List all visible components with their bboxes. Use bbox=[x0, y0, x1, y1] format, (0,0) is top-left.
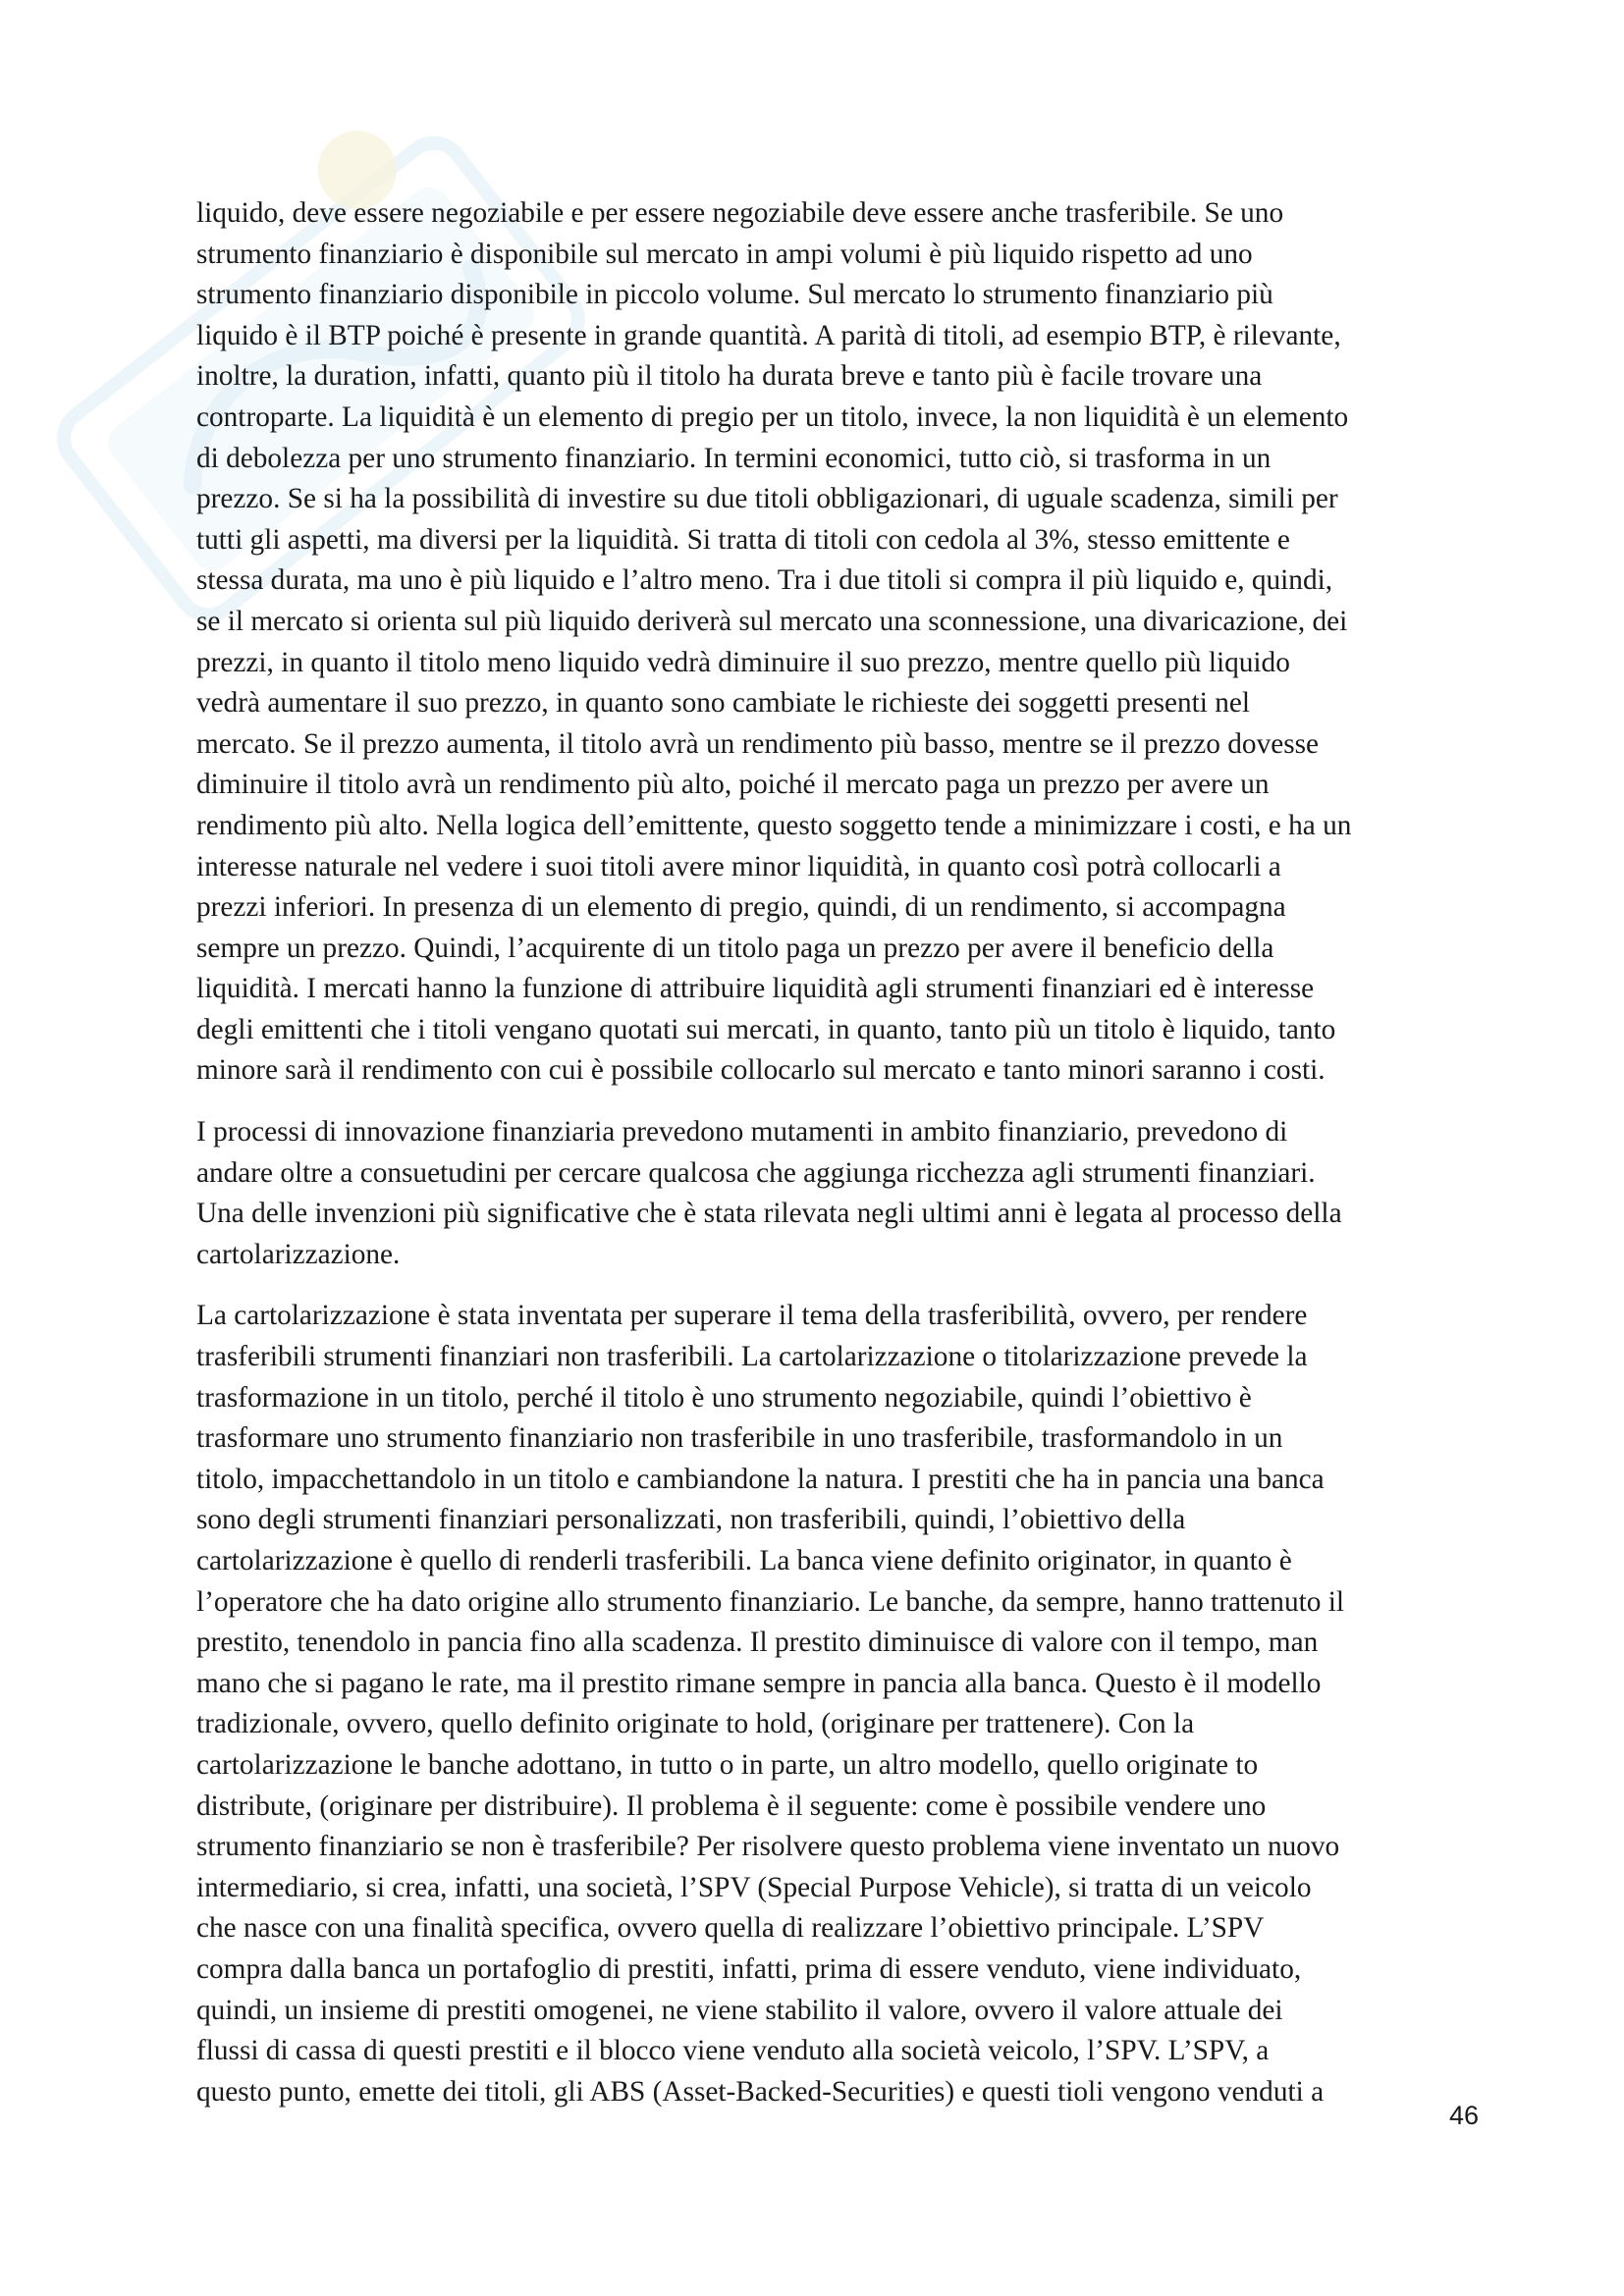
text-line: trasferibili strumenti finanziari non trasferibili. La cartolarizzazione o titolarizzazione prevede la bbox=[196, 1341, 1308, 1373]
document-body bbox=[196, 193, 1483, 2133]
text-line: prezzi, in quanto il titolo meno liquido vedrà diminuire il suo prezzo, mentre quello più liquido bbox=[196, 646, 1290, 678]
text-line: prezzo. Se si ha la possibilità di investire su due titoli obbligazionari, di uguale scadenza, simili per bbox=[196, 483, 1338, 515]
text-line: La cartolarizzazione è stata inventata per superare il tema della trasferibilità, ovvero, per rendere bbox=[196, 1300, 1308, 1332]
text-line: che nasce con una finalità specifica, ovvero quella di realizzare l’obiettivo principale. L’SPV bbox=[196, 1912, 1265, 1945]
text-line: sempre un prezzo. Quindi, l’acquirente di un titolo paga un prezzo per avere il beneficio della bbox=[196, 932, 1274, 964]
text-line: di debolezza per uno strumento finanziario. In termini economici, tutto ciò, si trasforma in un bbox=[196, 442, 1272, 474]
text-line: minore sarà il rendimento con cui è possibile collocarlo sul mercato e tanto minori saranno i costi. bbox=[196, 1054, 1326, 1087]
text-line: strumento finanziario è disponibile sul mercato in ampi volumi è più liquido rispetto ad uno bbox=[196, 238, 1253, 270]
text-line: prestito, tenendolo in pancia fino alla scadenza. Il prestito diminuisce di valore con il tempo, man bbox=[196, 1627, 1319, 1659]
text-line: tradizionale, ovvero, quello definito originate to hold, (originare per trattenere). Con la bbox=[196, 1708, 1195, 1740]
text-line: distribute, (originare per distribuire). Il problema è il seguente: come è possibile vendere uno bbox=[196, 1789, 1267, 1822]
paragraph-innovation bbox=[196, 1112, 1483, 1275]
text-line: compra dalla banca un portafoglio di prestiti, infatti, prima di essere venduto, viene individuato, bbox=[196, 1952, 1302, 1985]
text-line: titolo, impacchettandolo in un titolo e cambiandone la natura. I prestiti che ha in pancia una banca bbox=[196, 1463, 1325, 1495]
text-line: cartolarizzazione le banche adottano, in tutto o in parte, un altro modello, quello originate to bbox=[196, 1748, 1259, 1781]
text-line: rendimento più alto. Nella logica dell’emittente, questo soggetto tende a minimizzare i costi, e ha un bbox=[196, 809, 1352, 841]
text-line: cartolarizzazione. bbox=[196, 1238, 401, 1270]
text-line: strumento finanziario disponibile in piccolo volume. Sul mercato lo strumento finanziario più bbox=[196, 279, 1273, 311]
text-line: Una delle invenzioni più significative che è stata rilevata negli ultimi anni è legata al processo della bbox=[196, 1198, 1342, 1230]
text-line: sono degli strumenti finanziari personalizzati, non trasferibili, quindi, l’obiettivo della bbox=[196, 1504, 1186, 1536]
text-line: prezzi inferiori. In presenza di un elemento di pregio, quindi, di un rendimento, si accompagna bbox=[196, 891, 1286, 924]
text-line: liquido, deve essere negoziabile e per essere negoziabile deve essere anche trasferibile. Se uno bbox=[196, 197, 1284, 229]
text-line: mercato. Se il prezzo aumenta, il titolo avrà un rendimento più basso, mentre se il prezzo dovesse bbox=[196, 727, 1320, 760]
text-line: andare oltre a consuetudini per cercare qualcosa che aggiunga ricchezza agli strumenti finanziari. bbox=[196, 1156, 1316, 1189]
text-line: trasformazione in un titolo, perché il titolo è uno strumento negoziabile, quindi l’obiettivo è bbox=[196, 1381, 1252, 1414]
text-line: interesse naturale nel vedere i suoi titoli avere minor liquidità, in quanto così potrà collocarli a bbox=[196, 850, 1281, 882]
text-line: se il mercato si orienta sul più liquido deriverà sul mercato una sconnessione, una divaricazione, dei bbox=[196, 605, 1348, 637]
text-line: vedrà aumentare il suo prezzo, in quanto sono cambiate le richieste dei soggetti presenti nel bbox=[196, 687, 1251, 720]
text-line: trasformare uno strumento finanziario non trasferibile in uno trasferibile, trasformandolo in un bbox=[196, 1422, 1283, 1455]
text-line: questo punto, emette dei titoli, gli ABS (Asset-Backed-Securities) e questi tioli vengono venduti a bbox=[196, 2075, 1325, 2108]
text-line: mano che si pagano le rate, ma il prestito rimane sempre in pancia alla banca. Questo è il modello bbox=[196, 1667, 1322, 1699]
text-line: tutti gli aspetti, ma diversi per la liquidità. Si tratta di titoli con cedola al 3%, stesso emittente e bbox=[196, 523, 1290, 556]
text-line: liquido è il BTP poiché è presente in grande quantità. A parità di titoli, ad esempio BTP, è rilevante, bbox=[196, 319, 1341, 351]
text-line: I processi di innovazione finanziaria prevedono mutamenti in ambito finanziario, prevedono di bbox=[196, 1116, 1288, 1148]
page-number: 46 bbox=[1448, 2101, 1479, 2130]
text-line: inoltre, la duration, infatti, quanto più il titolo ha durata breve e tanto più è facile trovare una bbox=[196, 360, 1263, 393]
text-line: liquidità. I mercati hanno la funzione di attribuire liquidità agli strumenti finanziari ed è interesse bbox=[196, 973, 1315, 1005]
text-line: strumento finanziario se non è trasferibile? Per risolvere questo problema viene inventato un nuovo bbox=[196, 1831, 1340, 1863]
text-line: quindi, un insieme di prestiti omogenei, ne viene stabilito il valore, ovvero il valore attuale dei bbox=[196, 1994, 1283, 2026]
text-line: diminuire il titolo avrà un rendimento più alto, poiché il mercato paga un prezzo per avere un bbox=[196, 769, 1270, 801]
text-line: controparte. La liquidità è un elemento di pregio per un titolo, invece, la non liquidità è un elemento bbox=[196, 400, 1349, 433]
paragraph-securitization bbox=[196, 1296, 1483, 2112]
text-line: l’operatore che ha dato origine allo strumento finanziario. Le banche, da sempre, hanno trattenuto il bbox=[196, 1585, 1344, 1618]
text-line: stessa durata, ma uno è più liquido e l’altro meno. Tra i due titoli si compra il più liquido e, quindi, bbox=[196, 564, 1333, 597]
paragraph-liquidity bbox=[196, 193, 1483, 1092]
text-line: flussi di cassa di questi prestiti e il blocco viene venduto alla società veicolo, l’SPV. L’SPV, a bbox=[196, 2035, 1270, 2067]
text-line: degli emittenti che i titoli vengano quotati sui mercati, in quanto, tanto più un titolo è liquido, tanto bbox=[196, 1013, 1336, 1045]
text-line: cartolarizzazione è quello di renderli trasferibili. La banca viene definito originator, in quanto è bbox=[196, 1545, 1292, 1576]
text-line: intermediario, si crea, infatti, una società, l’SPV (Special Purpose Vehicle), si tratta di un veicolo bbox=[196, 1871, 1312, 1903]
